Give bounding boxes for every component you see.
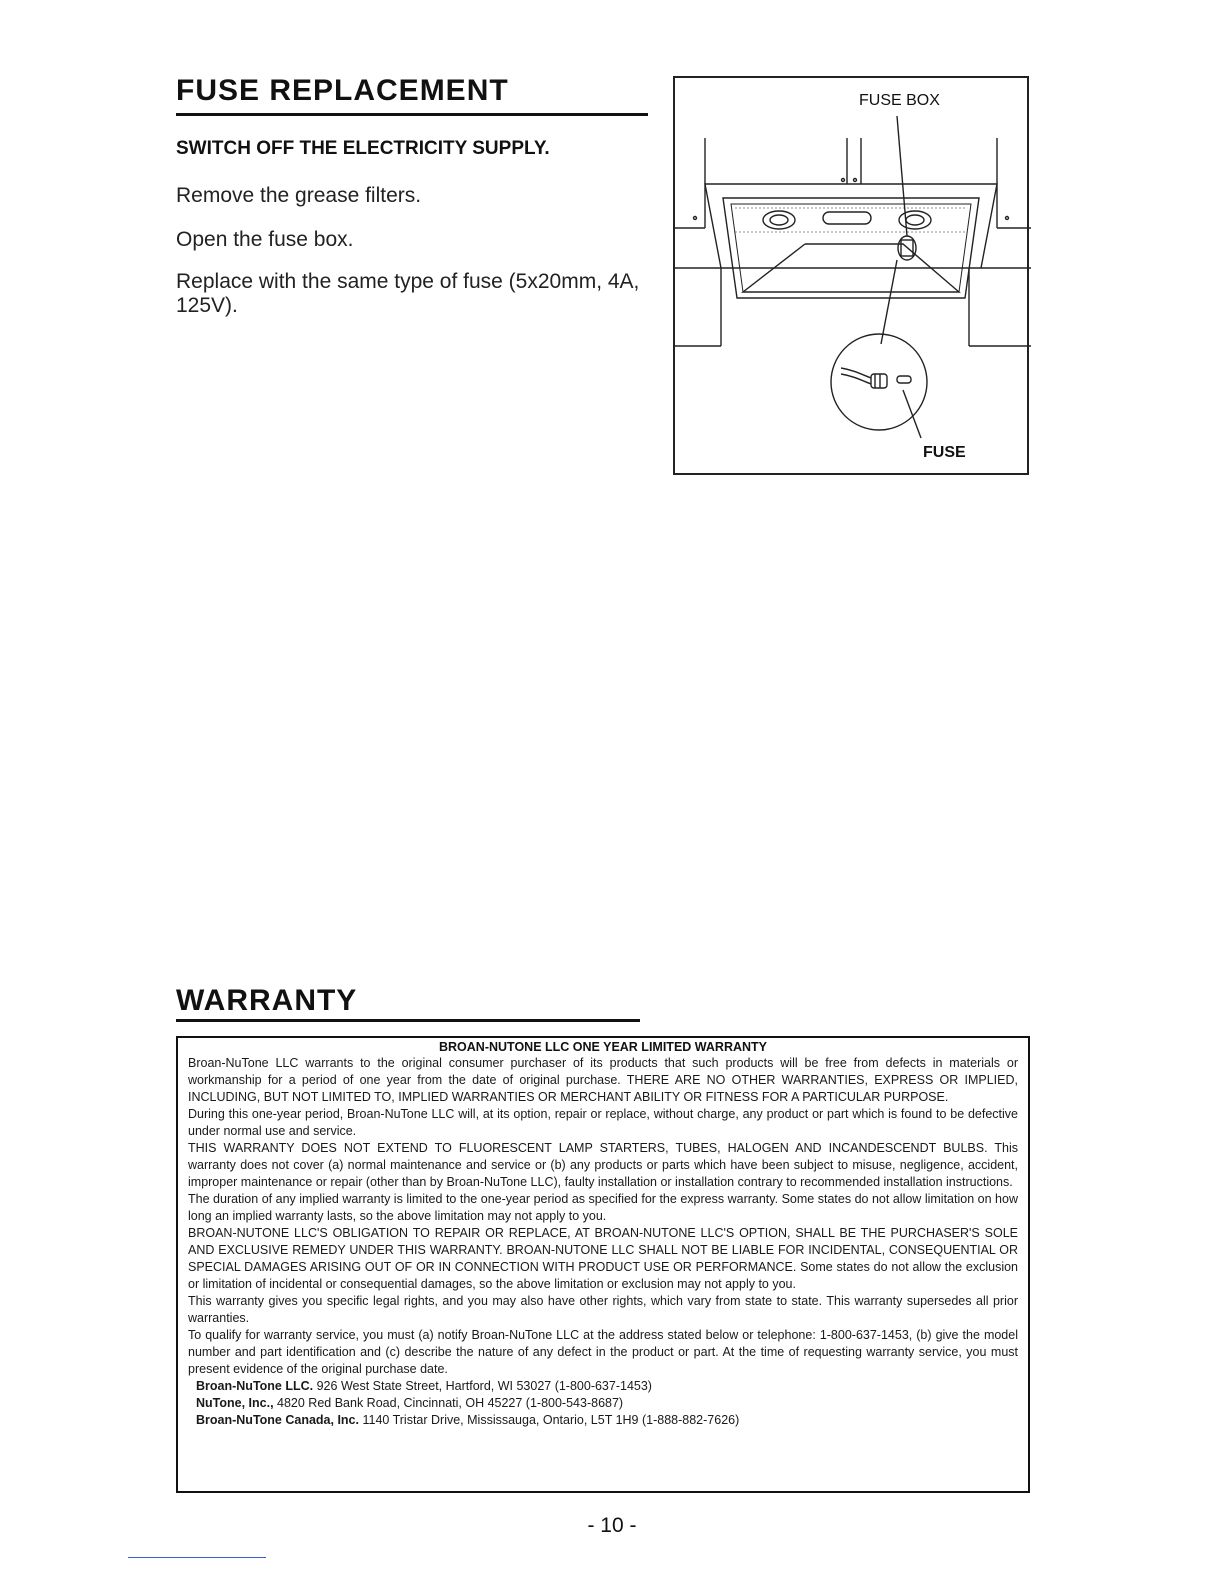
fuse-box-label: FUSE BOX xyxy=(859,92,940,109)
contact-line xyxy=(188,1395,1018,1412)
warranty-paragraph: The duration of any implied warranty is limited to the one-year period as specified for the express warranty. Some states do not allow limitation on how long an implied warranty lasts, so the above limitation may not apply to you. xyxy=(188,1192,1018,1223)
fuse-replacement-title: FUSE REPLACEMENT xyxy=(176,74,509,107)
warranty-paragraph: Broan-NuTone LLC warrants to the original consumer purchaser of its products that such products will be free from defects in materials or workmanship for a period of one year from the date of original purchase. THERE ARE NO OTHER WARRANTIES, EXPRESS OR IMPLIED, INCLUDING, BUT NOT LIMITED TO, IMPLIED WARRANTIES OR MERCHANT ABILITY OR FITNESS FOR A PARTICULAR PURPOSE. xyxy=(188,1056,1018,1104)
contact-name: Broan-NuTone Canada, Inc. xyxy=(196,1413,359,1427)
warranty-paragraph: During this one-year period, Broan-NuTone LLC will, at its option, repair or replace, without charge, any product or part which is found to be defective under normal use and service. xyxy=(188,1107,1018,1138)
warranty-heading: BROAN-NUTONE LLC ONE YEAR LIMITED WARRANTY xyxy=(438,1040,767,1054)
contact-address: 926 West State Street, Hartford, WI 53027 (1-800-637-1453) xyxy=(316,1379,652,1393)
warranty-paragraph: BROAN-NUTONE LLC'S OBLIGATION TO REPAIR OR REPLACE, AT BROAN-NUTONE LLC'S OPTION, SHALL BE THE PURCHASER'S SOLE AND EXCLUSIVE REMEDY UNDER THIS WARRANTY. BROAN-NUTONE LLC SHALL NOT BE LIABLE FOR INCIDENTAL, CONSEQUENTIAL OR SPECIAL DAMAGES ARISING OUT OF OR IN CONNECTION WITH PRODUCT USE OR PERFORMANCE. Some states do not allow the exclusion or limitation of incidental or consequential damages, so the above limitation or exclusion may not apply to you. xyxy=(188,1226,1018,1291)
warranty-box xyxy=(176,1036,1030,1493)
contact-name: NuTone, Inc., xyxy=(196,1396,274,1410)
step-replace-fuse: Replace with the same type of fuse (5x20mm, 4A, 125V). xyxy=(176,270,640,317)
fuse-label: FUSE xyxy=(923,444,966,461)
warranty-title: WARRANTY xyxy=(176,984,358,1017)
fuse-box-illustration xyxy=(673,76,1029,475)
switch-off-warning: SWITCH OFF THE ELECTRICITY SUPPLY. xyxy=(176,138,550,159)
contact-line xyxy=(188,1412,1018,1429)
contact-address: 4820 Red Bank Road, Cincinnati, OH 45227 (1-800-543-8687) xyxy=(277,1396,624,1410)
warranty-paragraph: This warranty gives you specific legal rights, and you may also have other rights, which vary from state to state. This warranty supersedes all prior warranties. xyxy=(188,1294,1018,1325)
step-remove-filters: Remove the grease filters. xyxy=(176,184,422,207)
contact-name: Broan-NuTone LLC. xyxy=(196,1379,314,1393)
margin-link-underline xyxy=(128,1557,266,1558)
range-hood-drawing xyxy=(675,78,1031,477)
page-number: - 10 - xyxy=(587,1514,637,1537)
contact-line xyxy=(188,1378,1018,1395)
title-underline xyxy=(176,113,648,116)
warranty-paragraph: THIS WARRANTY DOES NOT EXTEND TO FLUORESCENT LAMP STARTERS, TUBES, HALOGEN AND INCANDESCENDT BULBS. This warranty does not cover (a) normal maintenance and service or (b) any products or parts which have been subject to misuse, negligence, accident, improper maintenance or repair (other than by Broan-NuTone LLC), faulty installation or installation contrary to recommended installation instructions. xyxy=(188,1141,1018,1189)
contact-address: 1140 Tristar Drive, Mississauga, Ontario, L5T 1H9 (1-888-882-7626) xyxy=(362,1413,740,1427)
step-open-fuse-box: Open the fuse box. xyxy=(176,228,354,251)
warranty-underline xyxy=(176,1019,640,1022)
warranty-paragraph: To qualify for warranty service, you must (a) notify Broan-NuTone LLC at the address stated below or telephone: 1-800-637-1453, (b) give the model number and part identification and (c) describe the nature of any defect in the product or part. At the time of requesting warranty service, you must present evidence of the original purchase date. xyxy=(188,1328,1018,1376)
